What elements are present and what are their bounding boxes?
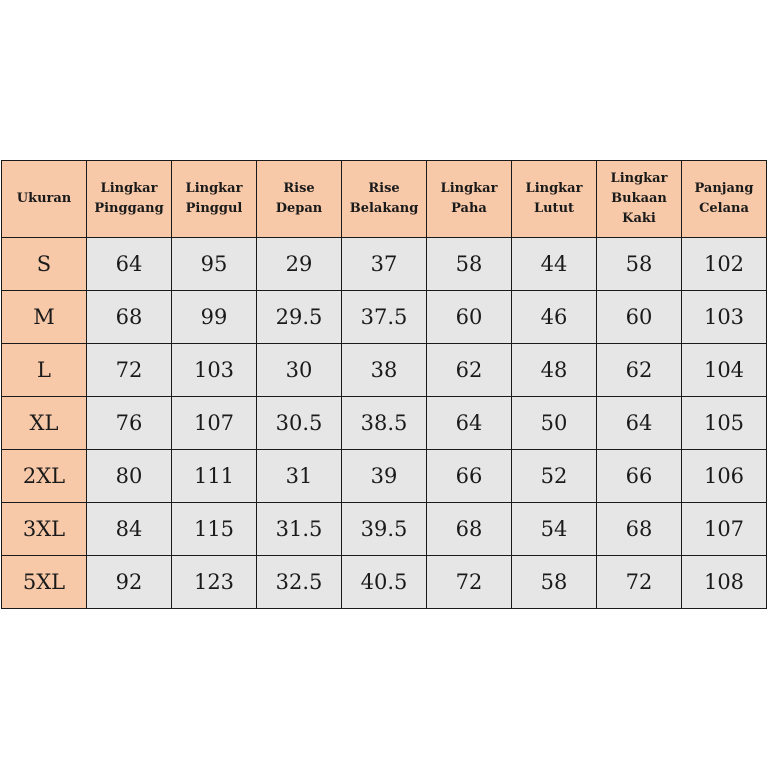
- table-cell: 62: [427, 344, 512, 397]
- header-ukuran: [2, 161, 87, 238]
- table-cell: 58: [512, 556, 597, 609]
- table-cell: 31.5: [257, 503, 342, 556]
- table-row: [2, 503, 767, 556]
- table-row: [2, 397, 767, 450]
- table-cell: 68: [87, 291, 172, 344]
- table-cell: 66: [427, 450, 512, 503]
- header-lingkar-pinggang: [87, 161, 172, 238]
- size-cell: M: [2, 291, 87, 344]
- header-lingkar-lutut: [512, 161, 597, 238]
- table-row: [2, 450, 767, 503]
- size-cell: L: [2, 344, 87, 397]
- table-cell: 64: [597, 397, 682, 450]
- table-cell: 48: [512, 344, 597, 397]
- table-cell: 44: [512, 238, 597, 291]
- table-cell: 95: [172, 238, 257, 291]
- table-cell: 37: [342, 238, 427, 291]
- table-cell: 105: [682, 397, 767, 450]
- header-label: Lingkar Bukaan Kaki: [610, 171, 668, 226]
- header-rise-belakang: [342, 161, 427, 238]
- table-cell: 104: [682, 344, 767, 397]
- header-label: Lingkar Paha: [440, 181, 498, 216]
- table-cell: 38.5: [342, 397, 427, 450]
- table-cell: 30: [257, 344, 342, 397]
- size-cell: XL: [2, 397, 87, 450]
- table-cell: 54: [512, 503, 597, 556]
- header-lingkar-bukaan-kaki: [597, 161, 682, 238]
- table-cell: 50: [512, 397, 597, 450]
- header-label: Rise Depan: [275, 181, 323, 216]
- size-cell: S: [2, 238, 87, 291]
- header-label: Lingkar Lutut: [525, 181, 583, 216]
- table-cell: 68: [597, 503, 682, 556]
- table-cell: 60: [597, 291, 682, 344]
- table-cell: 68: [427, 503, 512, 556]
- table-cell: 32.5: [257, 556, 342, 609]
- table-cell: 115: [172, 503, 257, 556]
- table-cell: 60: [427, 291, 512, 344]
- table-row: [2, 344, 767, 397]
- table-cell: 31: [257, 450, 342, 503]
- table-cell: 37.5: [342, 291, 427, 344]
- header-label: Panjang Celana: [694, 181, 754, 216]
- table-cell: 123: [172, 556, 257, 609]
- header-lingkar-pinggul: [172, 161, 257, 238]
- size-cell: 5XL: [2, 556, 87, 609]
- table-cell: 72: [427, 556, 512, 609]
- table-cell: 58: [597, 238, 682, 291]
- table-cell: 40.5: [342, 556, 427, 609]
- table-cell: 39.5: [342, 503, 427, 556]
- header-label: Lingkar Pinggang: [94, 181, 164, 216]
- table-cell: 76: [87, 397, 172, 450]
- table-cell: 108: [682, 556, 767, 609]
- table-cell: 111: [172, 450, 257, 503]
- table-row: [2, 238, 767, 291]
- table-cell: 107: [682, 503, 767, 556]
- table-cell: 80: [87, 450, 172, 503]
- table-cell: 103: [172, 344, 257, 397]
- table-cell: 72: [87, 344, 172, 397]
- table-cell: 64: [427, 397, 512, 450]
- table-row: [2, 556, 767, 609]
- table-cell: 64: [87, 238, 172, 291]
- size-cell: 3XL: [2, 503, 87, 556]
- table-cell: 46: [512, 291, 597, 344]
- header-row: [2, 161, 767, 238]
- table-cell: 103: [682, 291, 767, 344]
- table-cell: 29: [257, 238, 342, 291]
- header-label: Lingkar Pinggul: [185, 181, 243, 216]
- size-chart-table: [1, 160, 767, 609]
- header-lingkar-paha: [427, 161, 512, 238]
- table-cell: 102: [682, 238, 767, 291]
- header-label: Ukuran: [16, 191, 72, 206]
- table-cell: 62: [597, 344, 682, 397]
- size-cell: 2XL: [2, 450, 87, 503]
- table-cell: 72: [597, 556, 682, 609]
- table-cell: 39: [342, 450, 427, 503]
- table-cell: 106: [682, 450, 767, 503]
- table-cell: 66: [597, 450, 682, 503]
- header-rise-depan: [257, 161, 342, 238]
- table-cell: 52: [512, 450, 597, 503]
- header-label: Rise Belakang: [349, 181, 419, 216]
- table-cell: 92: [87, 556, 172, 609]
- table-row: [2, 291, 767, 344]
- table-cell: 107: [172, 397, 257, 450]
- table-cell: 58: [427, 238, 512, 291]
- table-cell: 99: [172, 291, 257, 344]
- table-cell: 84: [87, 503, 172, 556]
- header-panjang-celana: [682, 161, 767, 238]
- table-cell: 38: [342, 344, 427, 397]
- table-cell: 30.5: [257, 397, 342, 450]
- table-cell: 29.5: [257, 291, 342, 344]
